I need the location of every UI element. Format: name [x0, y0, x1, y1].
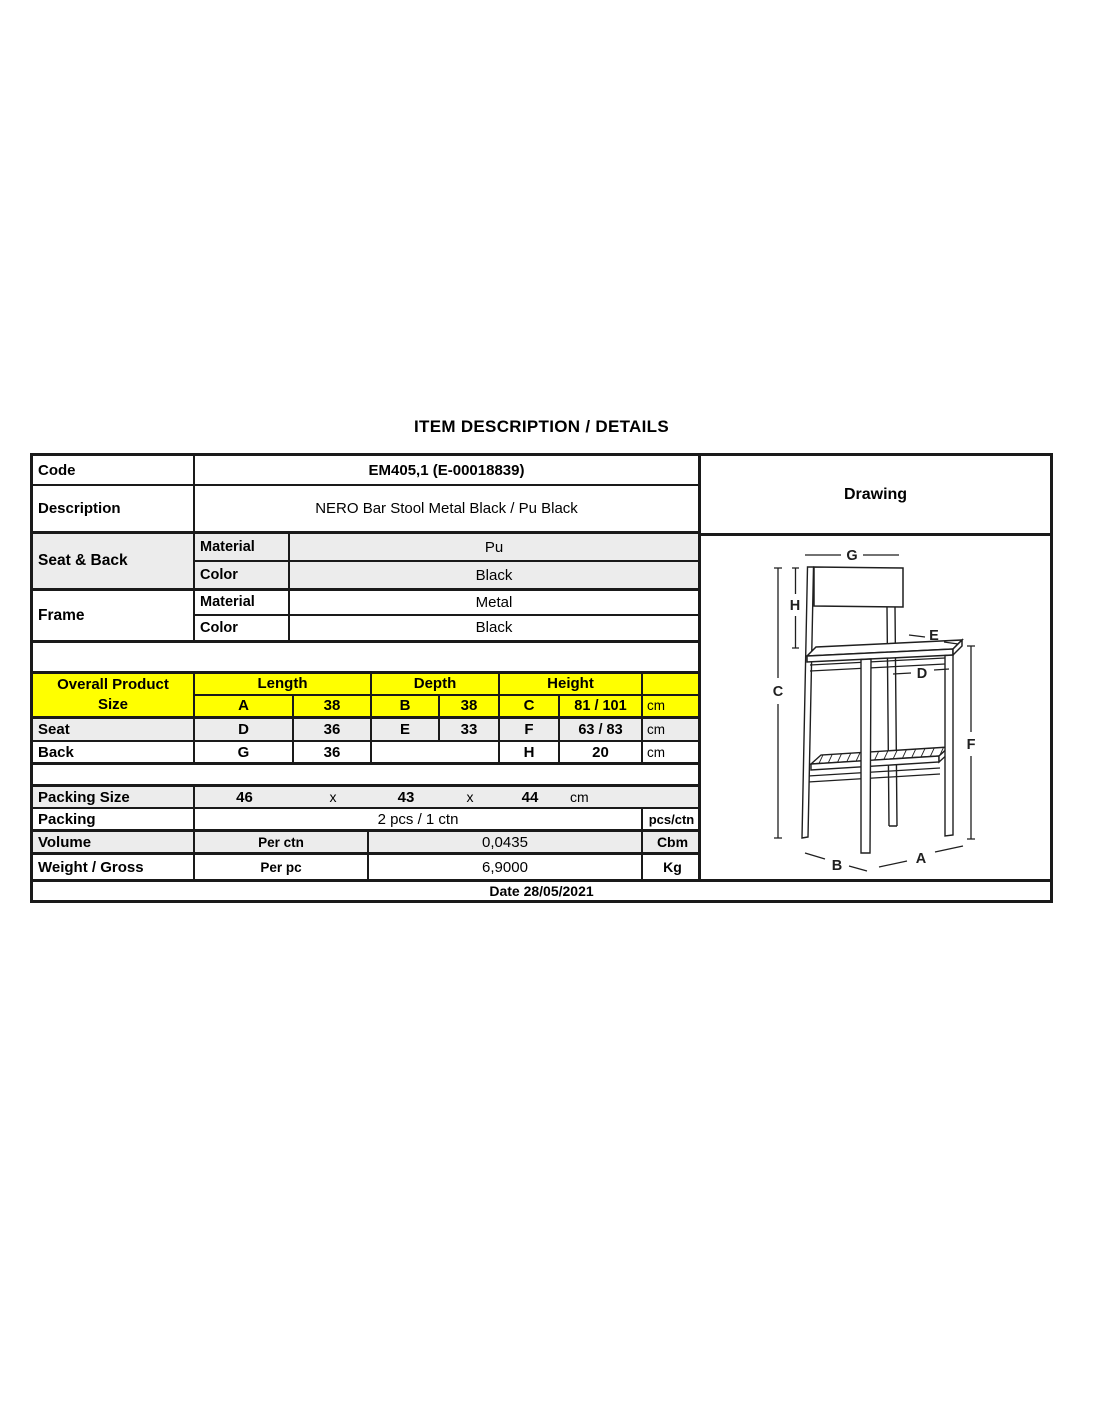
stool-front-leg [861, 659, 871, 853]
packing-size-v3: 44 [521, 788, 539, 806]
dim-label-g: G [846, 548, 858, 564]
packing-size-sep2: x [466, 789, 474, 805]
row-weight [33, 855, 698, 879]
seat-depth-value: 33 [440, 719, 500, 740]
footrest-rails [808, 768, 940, 782]
length-header: Length [195, 674, 372, 694]
back-length-letter: G [195, 742, 294, 762]
seat-back-label: Seat & Back [33, 534, 195, 588]
date-value: Date 28/05/2021 [489, 883, 594, 899]
dim-label-b: B [831, 858, 843, 874]
page-title: ITEM DESCRIPTION / DETAILS [414, 417, 669, 436]
dim-label-c: C [772, 684, 784, 700]
stool-backrest [814, 567, 903, 607]
row-seat-back-material [195, 534, 698, 562]
packing-size-sep1: x [329, 789, 337, 805]
back-depth-empty-cell [372, 742, 500, 762]
frame-color-label: Color [195, 616, 290, 640]
spacer-row-2 [33, 765, 698, 787]
packing-size-v2: 43 [397, 788, 415, 806]
packing-unit: pcs/ctn [648, 811, 695, 827]
frame-rows [195, 591, 698, 640]
frame-material-label: Material [195, 591, 290, 614]
back-size-label: Back [33, 742, 195, 762]
weight-unit: Kg [663, 859, 682, 875]
overall-length-letter: A [195, 696, 294, 716]
seat-back-rows [195, 534, 698, 588]
row-overall-values [195, 696, 698, 716]
back-height-value: 20 [560, 742, 643, 762]
dim-label-e: E [929, 628, 939, 644]
back-unit: cm [647, 744, 665, 760]
table-main [33, 456, 1050, 879]
row-volume [33, 832, 698, 855]
depth-header: Depth [372, 674, 500, 694]
seat-depth-letter: E [372, 719, 440, 740]
stool-drawing [701, 536, 1050, 879]
stool-right-leg [945, 655, 953, 836]
overall-length-value: 38 [294, 696, 372, 716]
volume-value: 0,0435 [369, 832, 643, 852]
date-row [33, 879, 1050, 900]
block-frame [33, 591, 698, 643]
dim-label-d: D [916, 666, 928, 682]
row-packing [33, 809, 698, 832]
back-length-value: 36 [294, 742, 372, 762]
seat-back-color-value: Black [475, 566, 513, 584]
frame-label: Frame [33, 591, 195, 640]
seat-back-color-label: Color [195, 562, 290, 588]
block-seat-back [33, 534, 698, 591]
seat-length-value: 36 [294, 719, 372, 740]
overall-product-line1: Overall Product [57, 676, 169, 693]
block-size-header [33, 674, 698, 719]
packing-size-unit: cm [570, 789, 589, 805]
row-back-size [33, 742, 698, 765]
back-height-letter: H [500, 742, 560, 762]
seat-height-letter: F [500, 719, 560, 740]
packing-size-v1: 46 [236, 788, 253, 806]
seat-size-label: Seat [33, 719, 195, 740]
row-frame-material [195, 591, 698, 616]
volume-unit: Cbm [656, 834, 689, 850]
size-header-rows [195, 674, 698, 716]
packing-value: 2 pcs / 1 ctn [195, 809, 643, 829]
table-left-section [33, 456, 698, 879]
frame-material-value: Metal [475, 593, 513, 611]
spacer-row-1 [33, 643, 698, 674]
description-label: Description [33, 486, 195, 531]
overall-depth-letter: B [372, 696, 440, 716]
row-packing-size [33, 787, 698, 809]
row-code [33, 456, 698, 486]
row-seat-back-color [195, 562, 698, 588]
overall-unit: cm [647, 698, 665, 714]
seat-unit: cm [647, 722, 665, 737]
seat-height-value: 63 / 83 [560, 719, 643, 740]
dim-label-h: H [789, 598, 801, 614]
description-value: NERO Bar Stool Metal Black / Pu Black [315, 500, 578, 517]
weight-label: Weight / Gross [33, 855, 195, 879]
weight-value: 6,9000 [369, 855, 643, 879]
frame-color-value: Black [475, 619, 513, 637]
weight-basis: Per pc [195, 855, 369, 879]
volume-basis: Per ctn [195, 832, 369, 852]
drawing-area [701, 536, 1050, 879]
volume-label: Volume [33, 832, 195, 852]
dim-label-f: F [966, 737, 976, 753]
spec-table [30, 453, 1053, 903]
drawing-panel [698, 456, 1050, 879]
seat-back-material-label: Material [195, 534, 290, 560]
row-size-header [195, 674, 698, 696]
packing-label: Packing [33, 809, 195, 829]
overall-product-line2: Size [97, 696, 128, 713]
overall-product-size-label [33, 674, 195, 716]
row-frame-color [195, 616, 698, 640]
dim-label-a: A [915, 851, 927, 867]
code-label: Code [33, 456, 195, 484]
seat-back-material-value: Pu [484, 538, 504, 556]
stool-footrest-shelf [811, 747, 949, 770]
seat-length-letter: D [195, 719, 294, 740]
overall-height-letter: C [500, 696, 560, 716]
overall-height-value: 81 / 101 [560, 696, 643, 716]
stool-back-post [802, 567, 814, 838]
drawing-title: Drawing [701, 456, 1050, 536]
row-seat-size [33, 719, 698, 742]
size-header-empty-cell [643, 674, 698, 694]
stool-back-leg [887, 607, 897, 826]
row-description [33, 486, 698, 534]
overall-depth-value: 38 [440, 696, 500, 716]
packing-size-label: Packing Size [33, 787, 195, 807]
code-value: EM405,1 (E-00018839) [368, 461, 525, 479]
height-header: Height [500, 674, 643, 694]
